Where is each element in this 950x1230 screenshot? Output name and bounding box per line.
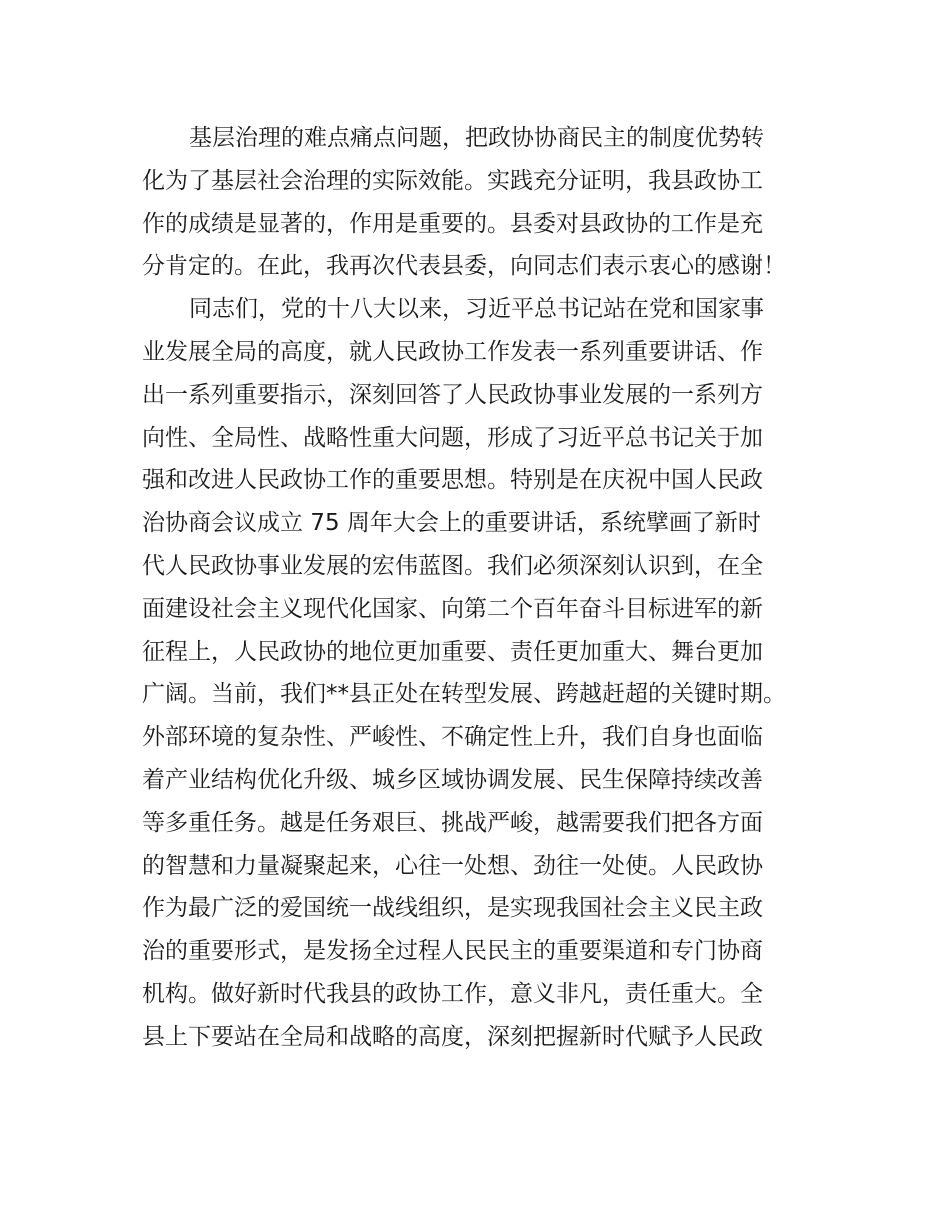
paragraph-line: 广阔。当前，我们**县正处在转型发展、跨越赶超的关键时期。 [142,681,786,708]
paragraph-line: 着产业结构优化升级、城乡区域协调发展、民生保障持续改善 [142,766,763,793]
paragraph-line: 代人民政协事业发展的宏伟蓝图。我们必须深刻认识到，在全 [142,552,763,579]
paragraph-line: 出一系列重要指示，深刻回答了人民政协事业发展的一系列方 [142,381,763,408]
paragraph-line: 治的重要形式，是发扬全过程人民民主的重要渠道和专门协商 [142,938,763,965]
paragraph-line: 面建设社会主义现代化国家、向第二个百年奋斗目标进军的新 [142,595,763,622]
paragraph-line: 强和改进人民政协工作的重要思想。特别是在庆祝中国人民政 [142,467,763,494]
paragraph-line: 向性、全局性、战略性重大问题，形成了习近平总书记关于加 [142,424,763,451]
paragraph-line: 的智慧和力量凝聚起来，心往一处想、劲往一处使。人民政协 [142,852,763,879]
paragraph-line: 等多重任务。越是任务艰巨、挑战严峻，越需要我们把各方面 [142,809,763,836]
paragraph-line: 作为最广泛的爱国统一战线组织，是实现我国社会主义民主政 [142,895,763,922]
paragraph-line: 机构。做好新时代我县的政协工作，意义非凡，责任重大。全 [142,980,763,1007]
paragraph-line: 基层治理的难点痛点问题，把政协协商民主的制度优势转 [189,125,764,151]
paragraph-line: 化为了基层社会治理的实际效能。实践充分证明，我县政协工 [142,167,763,194]
body-text [142,117,842,1059]
paragraph-line: 县上下要站在全局和战略的高度，深刻把握新时代赋予人民政 [142,1023,763,1050]
paragraph-line: 分肯定的。在此，我再次代表县委，向同志们表示衷心的感谢！ [142,253,786,280]
paragraph-line: 征程上，人民政协的地位更加重要、责任更加重大、舞台更加 [142,638,763,665]
paragraph-line: 治协商会议成立 75 周年大会上的重要讲话，系统擘画了新时 [142,510,761,537]
paragraph-line: 作的成绩是显著的，作用是重要的。县委对县政协的工作是充 [142,210,763,237]
paragraph-line: 外部环境的复杂性、严峻性、不确定性上升，我们自身也面临 [142,724,763,751]
paragraph-line: 业发展全局的高度，就人民政协工作发表一系列重要讲话、作 [142,338,763,365]
paragraph-line: 同志们，党的十八大以来，习近平总书记站在党和国家事 [189,296,764,323]
